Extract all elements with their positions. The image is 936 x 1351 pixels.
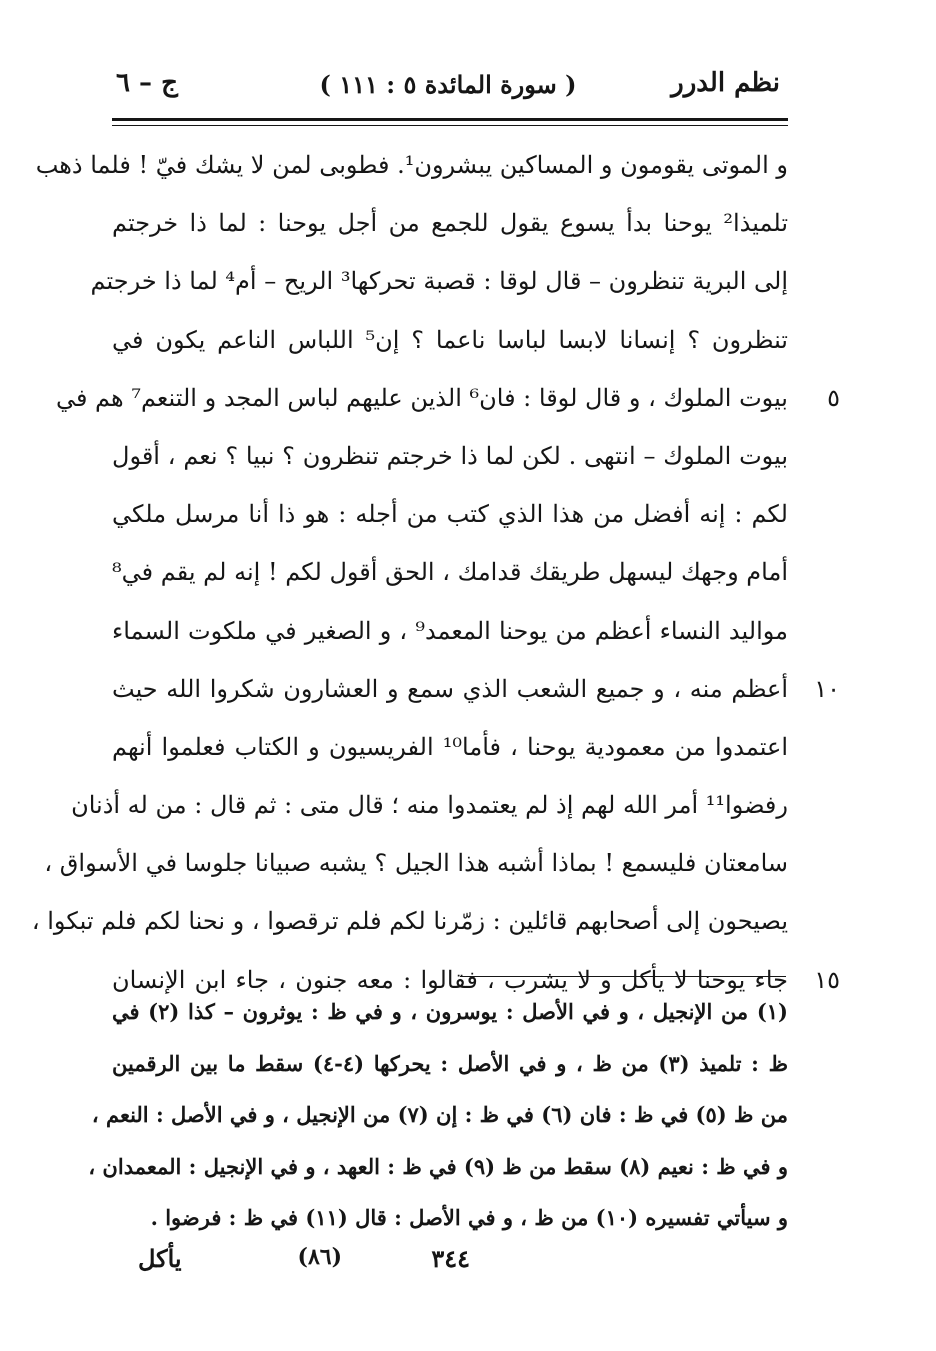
volume-number: ج – ٦ [116, 68, 178, 98]
main-text [31, 136, 840, 1009]
catchword: يأكل [138, 1244, 182, 1273]
header-rule-thin [112, 125, 788, 126]
line-text: أعظم منه ، و جميع الشعب الذي سمع و العشارون شكروا الله حيث [112, 674, 788, 703]
text-line [90, 252, 788, 310]
line-text: أمام وجهك ليسهل طريقك قدامك ، الحق أقول لكم ! إنه لم يقم في⁸ [112, 558, 788, 587]
line-text: رفضوا¹¹ أمر الله لهم إذ لم يعتمدوا منه ؛ قال متى : ثم قال : من له أذنان [71, 791, 788, 820]
footnote-line: ظ : تلميذ (٣) من ظ ، و في الأصل : يحركها (٤-٤) سقط ما بين الرقمين [112, 1050, 789, 1076]
text-line [55, 369, 840, 427]
text-line [112, 427, 788, 485]
line-text: جاء يوحنا لا يأكل و لا يشرب ، فقالوا : معه جنون ، جاء ابن الإنسان [112, 965, 788, 994]
line-text: تنظرون ؟ إنسانا لابسا لباسا ناعما ؟ إن⁵ اللباس الناعم يكون في [112, 325, 788, 354]
line-text: بيوت الملوك ، و قال لوقا : فان⁶ الذين عليهم لباس المجد و التنعم⁷ هم في [55, 383, 788, 412]
line-text: تلميذا² يوحنا بدأ يسوع يقول للجمع من أجل يوحنا : لما ذا خرجتم [112, 209, 788, 238]
line-number: ١٥ [814, 965, 840, 994]
line-text: اعتمدوا من معمودية يوحنا ، فأما¹⁰ الفريسيون و الكتاب فعلموا أنهم [112, 732, 789, 761]
line-text: بيوت الملوك – انتهى . لكن لما ذا خرجتم تنظرون ؟ نبيا ؟ نعم ، أقول [112, 441, 788, 470]
line-text: و الموتى يقومون و المساكين يبشرون¹. فطوبى لمن لا يشك فيّ ! فلما ذهب [35, 151, 788, 179]
text-line [31, 892, 788, 950]
page-footer [110, 1244, 786, 1280]
text-line [44, 834, 788, 892]
text-line [71, 776, 788, 834]
line-text: سامعتان فليسمع ! بماذا أشبه هذا الجيل ؟ يشبه صبيانا جلوسا في الأسواق ، [44, 849, 788, 878]
page-header [110, 68, 786, 108]
line-text: لكم : إنه أفضل من هذا الذي كتب من أجله : هو ذا أنا مرسل ملكي [112, 500, 788, 529]
text-line [35, 136, 788, 194]
line-number: ٥ [827, 383, 840, 412]
footnote-line: (١) من الإنجيل ، و في الأصل : يوسرون ، و في ظ : يوثرون – كذا (٢) في [112, 999, 788, 1024]
text-line [112, 602, 788, 660]
footnote-line: و سيأتي تفسيره (١٠) من ظ ، و في الأصل : قال (١١) في ظ : فرضوا . [150, 1205, 788, 1230]
line-text: إلى البرية تنظرون – قال لوقا : قصبة تحركها³ الريح – أم⁴ لما ذا خرجتم [90, 267, 788, 296]
page-number: ٣٤٤ [431, 1244, 470, 1273]
footnote-separator [460, 976, 786, 977]
book-title: نظم الدرر [671, 68, 780, 98]
footnotes [88, 986, 789, 1244]
text-line [112, 543, 788, 601]
text-line [112, 311, 788, 369]
line-number: ١٠ [814, 674, 840, 703]
header-rule-thick [112, 118, 788, 121]
line-text: مواليد النساء أعظم من يوحنا المعمد⁹ ، و الصغير في ملكوت السماء [112, 616, 788, 645]
text-line [112, 485, 788, 543]
text-line [112, 660, 840, 718]
footnote-line: و في ظ : نعيم (٨) سقط من ظ (٩) في ظ : العهد ، و في الإنجيل : المعمدان ، [88, 1153, 788, 1179]
signature-code: (٨٦) [297, 1244, 342, 1270]
text-line [112, 194, 788, 252]
line-text: يصيحون إلى أصحابهم قائلين : زمّرنا لكم فلم ترقصوا ، و نحنا لكم فلم تبكوا ، [31, 907, 788, 936]
text-line [112, 718, 788, 776]
footnote-line: من ظ (٥) في ظ : فان (٦) في ظ : إن (٧) من الإنجيل ، و في الأصل : النعم ، [91, 1102, 788, 1127]
surah-reference: ( سورة المائدة ٥ : ١١١ ) [319, 70, 577, 99]
